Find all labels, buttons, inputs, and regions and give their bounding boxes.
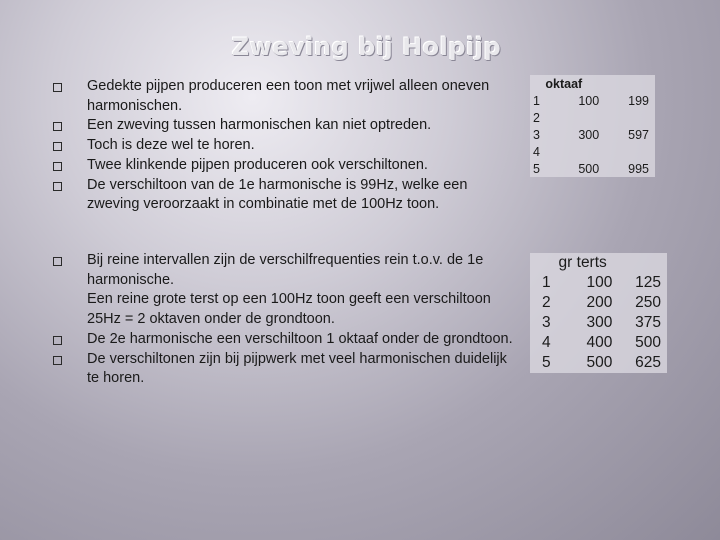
list-item: Een zweving tussen harmonischen kan niet optreden. — [50, 116, 520, 136]
square-bullet-icon — [53, 83, 62, 92]
table-row: 3 300 597 — [533, 127, 649, 142]
table-header-row — [530, 75, 655, 92]
table-gr-terts — [530, 253, 667, 373]
bullet-list-2 — [50, 251, 520, 389]
list-item: De verschiltoon van de 1e harmonische is 99Hz, welke een zweving veroorzaakt in combinatie met de 100Hz toon. — [50, 176, 520, 215]
square-bullet-icon — [53, 257, 62, 266]
bullet-list-1 — [50, 77, 520, 215]
square-bullet-icon — [53, 336, 62, 345]
list-item: Bij reine intervallen zijn de verschilfrequenties rein t.o.v. de 1e harmonische. Een reine grote terst op een 100Hz toon geeft een verschiltoon 25Hz = 2 oktaven onder de grondtoon. — [50, 251, 520, 330]
square-bullet-icon — [53, 356, 62, 365]
table-row: 1 100 199 — [533, 93, 649, 108]
table-row: 4 — [533, 144, 540, 159]
table-header: oktaaf — [545, 76, 583, 91]
table-header-row — [530, 253, 667, 273]
table-row: 5 500 625 — [542, 354, 661, 371]
table-row: 1 100 125 — [542, 274, 661, 291]
square-bullet-icon — [53, 122, 62, 131]
table-row: 3 300 375 — [542, 314, 661, 331]
list-item: De verschiltonen zijn bij pijpwerk met veel harmonischen duidelijk te horen. — [50, 350, 520, 389]
table-oktaaf — [530, 75, 655, 177]
list-item: Gedekte pijpen produceren een toon met vrijwel alleen oneven harmonischen. — [50, 77, 520, 116]
table-row: 5 500 995 — [533, 161, 649, 176]
square-bullet-icon — [53, 162, 62, 171]
list-item: Twee klinkende pijpen produceren ook verschiltonen. — [50, 156, 520, 176]
list-item: De 2e harmonische een verschiltoon 1 oktaaf onder de grondtoon. — [50, 330, 520, 350]
square-bullet-icon — [53, 142, 62, 151]
slide-title: Zweving bij Holpijp — [231, 33, 502, 61]
table-header: gr terts — [558, 254, 607, 271]
table-row: 2 200 250 — [542, 294, 661, 311]
list-item: Toch is deze wel te horen. — [50, 136, 520, 156]
table-row: 4 400 500 — [542, 334, 661, 351]
table-row: 2 — [533, 110, 540, 125]
square-bullet-icon — [53, 182, 62, 191]
